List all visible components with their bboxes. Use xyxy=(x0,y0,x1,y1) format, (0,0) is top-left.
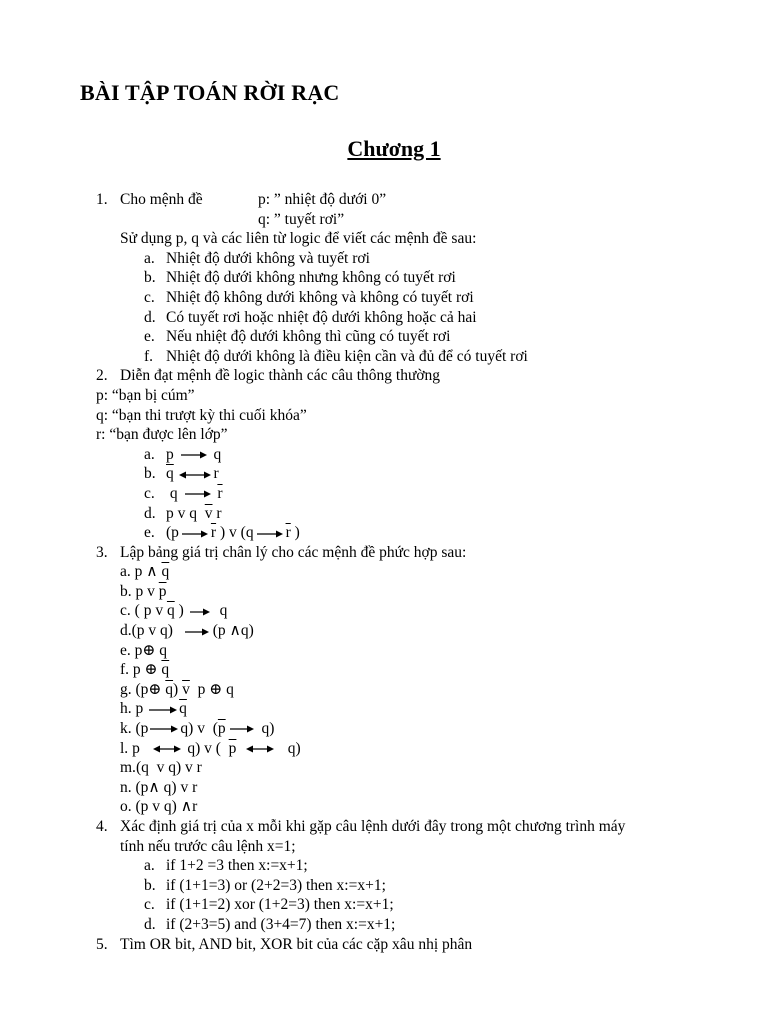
var-not-r: $\overline{r}$ xyxy=(285,524,291,542)
var-p: p xyxy=(140,720,149,738)
paren-close: ) xyxy=(167,622,173,640)
q1-intro: Cho mệnh đề xyxy=(120,191,203,208)
q3-item-label: f. xyxy=(120,661,130,679)
q4-item-text: if (2+3=5) and (3+4=7) then x:=x+1; xyxy=(166,915,396,933)
q2-item xyxy=(0,464,768,484)
q2-def-row xyxy=(0,386,768,406)
q3-item xyxy=(0,758,768,778)
or-operator: v xyxy=(180,778,189,796)
or-operator: v xyxy=(185,759,193,777)
q2-expression xyxy=(166,504,222,524)
q5-number: 5. xyxy=(96,935,108,953)
var-r: r xyxy=(192,778,198,796)
q3-item-label: g. xyxy=(120,680,132,698)
var-not-p: $\overline{p}$ xyxy=(158,582,167,600)
paren-open: ( xyxy=(134,602,140,620)
paren-open: ( xyxy=(135,798,141,816)
var-p: p xyxy=(135,582,144,600)
var-p: p xyxy=(134,563,143,581)
var-not-p: $\overline{p}$ xyxy=(228,739,237,757)
q3-text: Lập bảng giá trị chân lý cho các mệnh đề phức hợp sau: xyxy=(120,543,467,561)
q2-def-q: q: “bạn thi trượt kỳ thi cuối khóa” xyxy=(96,406,307,424)
q4-item xyxy=(0,895,768,915)
paren-open: ( xyxy=(215,739,221,757)
var-q: q xyxy=(163,798,172,816)
q3-expression xyxy=(120,699,187,719)
biconditional-arrow-icon xyxy=(151,739,183,759)
q3-item xyxy=(0,739,768,759)
q3-expression xyxy=(120,582,167,602)
q3-item xyxy=(0,621,768,641)
q3-expression xyxy=(120,641,167,661)
q3-expression xyxy=(120,739,301,759)
q3-item xyxy=(0,582,768,602)
q4-number: 4. xyxy=(96,818,108,835)
var-q: q xyxy=(141,759,149,777)
q3-item-label: d. xyxy=(120,622,132,640)
q3-expression xyxy=(120,680,234,700)
var-not-q: $\overline{q}$ xyxy=(161,563,170,581)
q4-item xyxy=(0,876,768,896)
or-operator: v xyxy=(204,739,212,757)
paren-close: ) xyxy=(173,680,179,698)
or-operator: v xyxy=(177,504,186,522)
q3-item-label: a. xyxy=(120,563,131,581)
q4-text-continued: tính nếu trước câu lệnh x=1; xyxy=(120,837,296,855)
paren-close: ) xyxy=(188,720,194,738)
q1-item-text: Nhiệt độ không dưới không và không có tuyết rơi xyxy=(166,288,474,306)
q1-item-text: Nhiệt độ dưới không nhưng không có tuyết rơi xyxy=(166,269,456,287)
q4-item xyxy=(0,856,768,876)
q3-item-label: e. xyxy=(120,641,131,659)
q3-item-label: l. xyxy=(120,739,129,757)
q3-item xyxy=(0,699,768,719)
q3-item-label: b. xyxy=(120,582,132,600)
q1-instruction-row xyxy=(0,229,768,249)
q1-item-label: d. xyxy=(144,308,156,326)
q4-item-text: if (1+1=2) xor (1+2=3) then x:=x+1; xyxy=(166,896,394,914)
q2-item-label: b. xyxy=(144,465,156,483)
q4-item-text: if 1+2 =3 then x:=x+1; xyxy=(166,857,308,875)
q1-item xyxy=(0,308,768,328)
implies-arrow-icon xyxy=(181,621,213,641)
var-q: q xyxy=(159,641,168,659)
var-q: q xyxy=(226,680,234,698)
q2-item xyxy=(0,445,768,465)
q1-item xyxy=(0,347,768,367)
or-operator: $\overline{v}$ xyxy=(204,504,213,522)
and-icon: ∧ xyxy=(148,778,160,796)
var-p: p xyxy=(166,445,174,463)
q1-item-text: Nhiệt độ dưới không là điều kiện cần và đủ để có tuyết rơi xyxy=(166,347,528,365)
q2-item xyxy=(0,504,768,524)
q2-item-label: e. xyxy=(144,524,155,542)
q2-item xyxy=(0,484,768,504)
q1-item xyxy=(0,249,768,269)
var-q: q xyxy=(163,778,172,796)
q2-item xyxy=(0,523,768,543)
paren-open: ( xyxy=(212,622,218,640)
q4-item-label: b. xyxy=(144,876,156,894)
and-icon: ∧ xyxy=(180,798,193,816)
q2-number: 2. xyxy=(96,367,108,385)
q4-item-text: if (1+1=3) or (2+2=3) then x:=x+1; xyxy=(166,876,386,894)
var-q: q xyxy=(160,622,168,640)
q5-text: Tìm OR bit, AND bit, XOR bit của các cặp xâu nhị phân xyxy=(120,935,473,953)
paren-close: ) xyxy=(219,524,226,542)
implies-arrow-icon xyxy=(254,523,286,543)
q3-row xyxy=(0,543,768,563)
q1-q-definition: q: ” tuyết rơi” xyxy=(258,210,345,228)
paren-open: ( xyxy=(135,680,141,698)
var-not-r: $\overline{r}$ xyxy=(210,524,217,542)
var-p: p xyxy=(197,680,206,698)
q1-item xyxy=(0,288,768,308)
var-p: p xyxy=(217,622,226,640)
var-q: q xyxy=(245,524,254,542)
q3-expression xyxy=(120,719,274,739)
or-operator: v xyxy=(152,798,161,816)
var-r: r xyxy=(216,504,222,522)
q4-row xyxy=(0,817,768,837)
q3-item xyxy=(0,641,768,661)
q1-item xyxy=(0,268,768,288)
var-r: r xyxy=(192,798,198,816)
var-not-q: $\overline{q}$ xyxy=(161,661,170,679)
or-operator: v xyxy=(147,582,155,600)
var-p: p xyxy=(171,524,179,542)
q1-number: 1. xyxy=(96,191,108,208)
q2-item-label: c. xyxy=(144,484,155,502)
q4-item-label: a. xyxy=(144,857,155,875)
paren-close: ) xyxy=(195,739,201,757)
and-icon: ∧ xyxy=(146,563,158,581)
q3-item xyxy=(0,660,768,680)
q1-item-label: e. xyxy=(144,328,155,346)
var-q: q xyxy=(189,504,197,522)
paren-open: ( xyxy=(240,524,246,542)
q3-expression xyxy=(120,621,254,641)
q3-item xyxy=(0,680,768,700)
q2-expression xyxy=(166,445,221,465)
var-q: q xyxy=(169,484,178,502)
q5-row xyxy=(0,935,768,955)
var-not-q: $\overline{q}$ xyxy=(179,700,187,718)
q1-item-label: a. xyxy=(144,249,155,267)
paren-close: ) xyxy=(171,778,177,796)
or-operator: v xyxy=(197,720,205,738)
paren-open: ( xyxy=(135,759,142,777)
implies-arrow-icon xyxy=(184,601,216,621)
q4-item-label: d. xyxy=(144,915,156,933)
q2-expression xyxy=(166,484,223,504)
implies-arrow-icon xyxy=(226,719,258,739)
var-p: p xyxy=(140,680,149,698)
q2-row xyxy=(0,366,768,386)
biconditional-arrow-icon xyxy=(244,739,276,759)
q3-item-label: c. xyxy=(120,602,131,620)
paren-open: ( xyxy=(166,524,172,542)
q3-expression xyxy=(120,601,227,621)
var-q: q xyxy=(261,720,270,738)
var-r: r xyxy=(196,759,202,777)
or-operator: v xyxy=(229,524,237,542)
paren-close: ) xyxy=(171,798,177,816)
q1-item-text: Nếu nhiệt độ dưới không thì cũng có tuyết rơi xyxy=(166,328,451,346)
var-q: q xyxy=(219,602,228,620)
paren-close: ) xyxy=(294,524,300,542)
q3-expression xyxy=(120,797,197,817)
or-operator: v xyxy=(155,602,164,620)
q3-item-label: m. xyxy=(120,759,136,777)
q3-item-label: h. xyxy=(120,700,132,718)
implies-arrow-icon xyxy=(147,699,179,719)
var-p: p xyxy=(134,641,143,659)
q1-item-label: f. xyxy=(144,347,154,365)
implies-arrow-icon xyxy=(178,445,210,465)
var-q: q xyxy=(240,622,249,640)
var-p: p xyxy=(140,798,149,816)
var-q: q xyxy=(213,445,222,463)
implies-arrow-icon xyxy=(148,719,180,739)
q3-item xyxy=(0,562,768,582)
var-not-p: $\overline{p}$ xyxy=(217,720,226,738)
q1-p-definition: p: ” nhiệt độ dưới 0” xyxy=(258,191,387,208)
q1-instruction: Sử dụng p, q và các liên từ logic để viết các mệnh đề sau: xyxy=(120,230,477,248)
var-q: q xyxy=(168,759,176,777)
q1-row xyxy=(0,190,768,210)
paren-open: ( xyxy=(135,778,141,796)
var-q: q xyxy=(287,739,296,757)
q3-item-label: n. xyxy=(120,778,132,796)
paren-open: ( xyxy=(131,622,137,640)
var-p: p xyxy=(132,661,141,679)
var-p: p xyxy=(140,778,149,796)
q3-item xyxy=(0,601,768,621)
var-p: p xyxy=(143,602,152,620)
paren-close: ) xyxy=(178,602,184,620)
q2-item-label: a. xyxy=(144,445,155,463)
or-operator: v xyxy=(148,622,157,640)
var-not-q: $\overline{q}$ xyxy=(166,465,174,483)
q4-text: Xác định giá trị của x mỗi khi gặp câu lệnh dưới đây trong một chương trình máy xyxy=(120,818,626,835)
or-operator: $\overline{v}$ xyxy=(182,680,190,698)
var-p: p xyxy=(136,622,145,640)
var-p: p xyxy=(135,700,144,718)
biconditional-arrow-icon xyxy=(178,464,210,484)
q3-item-label: k. xyxy=(120,720,132,738)
q1-item-text: Nhiệt độ dưới không và tuyết rơi xyxy=(166,249,370,267)
implies-arrow-icon xyxy=(179,523,211,543)
var-p: p xyxy=(132,739,140,757)
and-icon: ∧ xyxy=(229,622,241,640)
paren-open: ( xyxy=(212,720,218,738)
q3-item xyxy=(0,797,768,817)
xor-icon: ⊕ xyxy=(209,680,223,698)
q2-text: Diễn đạt mệnh đề logic thành các câu thông thường xyxy=(120,367,441,385)
q2-def-p: p: “bạn bị cúm” xyxy=(96,386,195,404)
chapter-heading: Chương 1 xyxy=(347,136,441,161)
paren-close: ) xyxy=(295,739,301,757)
xor-icon: ⊕ xyxy=(142,641,156,659)
q2-item-label: d. xyxy=(144,504,156,522)
q1-item-label: b. xyxy=(144,269,156,287)
q3-expression xyxy=(120,778,197,798)
q3-expression xyxy=(120,562,169,582)
xor-icon: ⊕ xyxy=(148,680,162,698)
or-operator: v xyxy=(156,759,165,777)
exercise-list xyxy=(0,190,768,954)
q1-row-2 xyxy=(0,210,768,230)
q3-item-label: o. xyxy=(120,798,132,816)
q2-def-row xyxy=(0,406,768,426)
paren-close: ) xyxy=(175,759,182,777)
paren-close: ) xyxy=(269,720,275,738)
q2-expression xyxy=(166,464,219,484)
var-q: q xyxy=(187,739,196,757)
q2-expression xyxy=(166,523,300,543)
var-not-q: $\overline{q}$ xyxy=(166,602,175,620)
q2-def-row xyxy=(0,425,768,445)
q1-item-text: Có tuyết rơi hoặc nhiệt độ dưới không hoặc cả hai xyxy=(166,308,477,326)
var-p: p xyxy=(166,504,174,522)
var-not-r: $\overline{r}$ xyxy=(217,484,223,502)
q4-item xyxy=(0,915,768,935)
xor-icon: ⊕ xyxy=(144,661,158,679)
var-q: q xyxy=(180,720,189,738)
paren-open: ( xyxy=(135,720,141,738)
q4-row-2 xyxy=(0,837,768,857)
q3-number: 3. xyxy=(96,543,108,561)
q3-expression xyxy=(120,660,169,680)
var-r: r xyxy=(213,465,219,483)
q2-def-r: r: “bạn được lên lớp” xyxy=(96,426,228,444)
paren-close: ) xyxy=(248,622,254,640)
q1-item xyxy=(0,327,768,347)
page-title: BÀI TẬP TOÁN RỜI RẠC xyxy=(80,80,340,105)
q3-expression xyxy=(120,758,202,778)
q4-item-label: c. xyxy=(144,896,155,914)
implies-arrow-icon xyxy=(182,484,214,504)
q1-item-label: c. xyxy=(144,288,155,306)
var-not-q: $\overline{q}$ xyxy=(165,680,174,698)
q3-item xyxy=(0,719,768,739)
q3-item xyxy=(0,778,768,798)
